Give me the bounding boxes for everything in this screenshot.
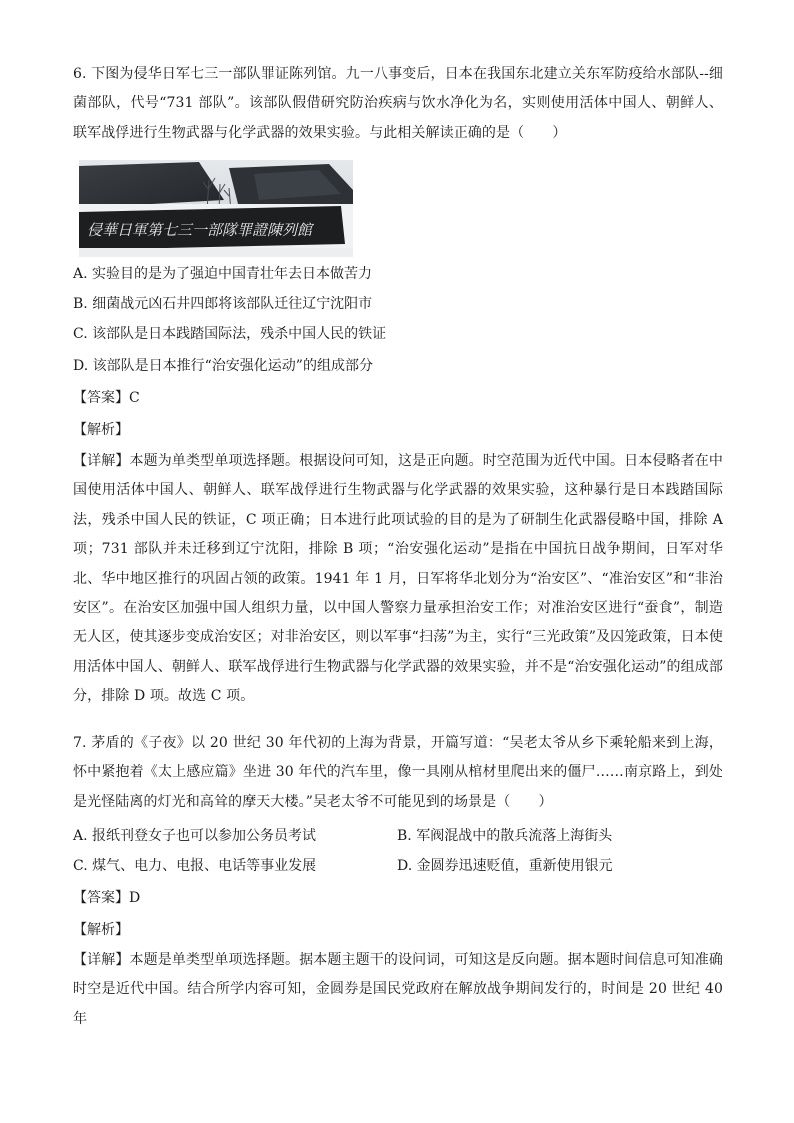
q6-answer bbox=[73, 388, 140, 408]
q7-detail bbox=[73, 946, 723, 1034]
q7-detail-label: 【详解】 bbox=[73, 952, 130, 968]
q7-option-b: B. 军阀混战中的散兵流落上海街头 bbox=[397, 828, 613, 844]
q6-option-c: C. 该部队是日本践踏国际法，残杀中国人民的铁证 bbox=[73, 326, 387, 342]
q7-detail-text: 本题是单类型单项选择题。据本题主题干的设问词，可知这是反向题。据本题时间信息可知准确时空是近代中国。结合所学内容可知，金圆券是国民党政府在解放战争期间发行的，时间是 20 世纪 40 年 bbox=[73, 952, 723, 1027]
q7-option-a: A. 报纸刊登女子也可以参加公务员考试 bbox=[73, 828, 317, 844]
q6-answer-value: C bbox=[129, 390, 140, 406]
q6-detail bbox=[73, 447, 723, 712]
q7-option-c: C. 煤气、电力、电报、电话等事业发展 bbox=[73, 858, 317, 874]
q6-option-b: B. 细菌战元凶石井四郎将该部队迁往辽宁沈阳市 bbox=[73, 296, 373, 312]
q7-answer-label: 【答案】 bbox=[73, 890, 129, 906]
museum-photo bbox=[79, 160, 353, 257]
q7-analysis-label: 【解析】 bbox=[73, 922, 129, 938]
q6-analysis-label: 【解析】 bbox=[73, 422, 129, 438]
q6-option-d: D. 该部队是日本推行“治安强化运动”的组成部分 bbox=[73, 358, 373, 374]
q6-detail-text: 本题为单类型单项选择题。根据设问可知，这是正向题。时空范围为近代中国。日本侵略者在中国使用活体中国人、朝鲜人、联军战俘进行生物武器与化学武器的效果实验，这种暴行是日本践踏国际法，残杀中国人民的铁证，C 项正确；日本进行此项试验的目的是为了研制生化武器侵略中国，排除 A 项；731 部队并未迁移到辽宁沈阳，排除 B 项；“治安强化运动”是指在中国抗日战争期间，日军对华北、华中地区推行的巩固占领的政策。1941 年 1 月，日军将华北划分为“治安区”、“准治安区”和“非治安区”。在治安区加强中国人组织力量，以中国人警察力量承担治安工作；对准治安区进行“蚕食”，制造无人区，使其逐步变成治安区；对非治安区，则以军事“扫荡”为主，实行“三光政策”及囚笼政策，日本使用活体中国人、朝鲜人、联军战俘进行生物武器与化学武器的效果实验，并不是“治安强化运动”的组成部分，排除 D 项。故选 C 项。 bbox=[73, 453, 723, 705]
sign-inscription: 侵華日軍第七三一部隊罪證陳列館 bbox=[87, 221, 313, 239]
q7-answer bbox=[73, 888, 140, 908]
q6-answer-label: 【答案】 bbox=[73, 390, 129, 406]
question-7-stem: 7. 茅盾的《子夜》以 20 世纪 30 年代初的上海为背景，开篇写道：“吴老太爷从乡下乘轮船来到上海，怀中紧抱着《太上感应篇》坐进 30 年代的汽车里，像一具刚从棺材里爬出来的僵尸……南京路上，到处是光怪陆离的灯光和高耸的摩天大楼。”吴老太爷不可能见到的场景是（ ） bbox=[73, 735, 723, 810]
q6-detail-label: 【详解】 bbox=[73, 453, 130, 469]
q7-option-d: D. 金圆券迅速贬值，重新使用银元 bbox=[397, 858, 613, 874]
q6-option-a: A. 实验目的是为了强迫中国青壮年去日本做苦力 bbox=[73, 266, 373, 282]
question-6-stem: 6. 下图为侵华日军七三一部队罪证陈列馆。九一八事变后，日本在我国东北建立关东军防疫给水部队--细菌部队，代号“731 部队”。该部队假借研究防治疾病与饮水净化为名，实则使用活体中国人、朝鲜人、联军战俘进行生物武器与化学武器的效果实验。与此相关解读正确的是（ ） bbox=[73, 66, 723, 141]
q7-answer-value: D bbox=[129, 890, 141, 906]
